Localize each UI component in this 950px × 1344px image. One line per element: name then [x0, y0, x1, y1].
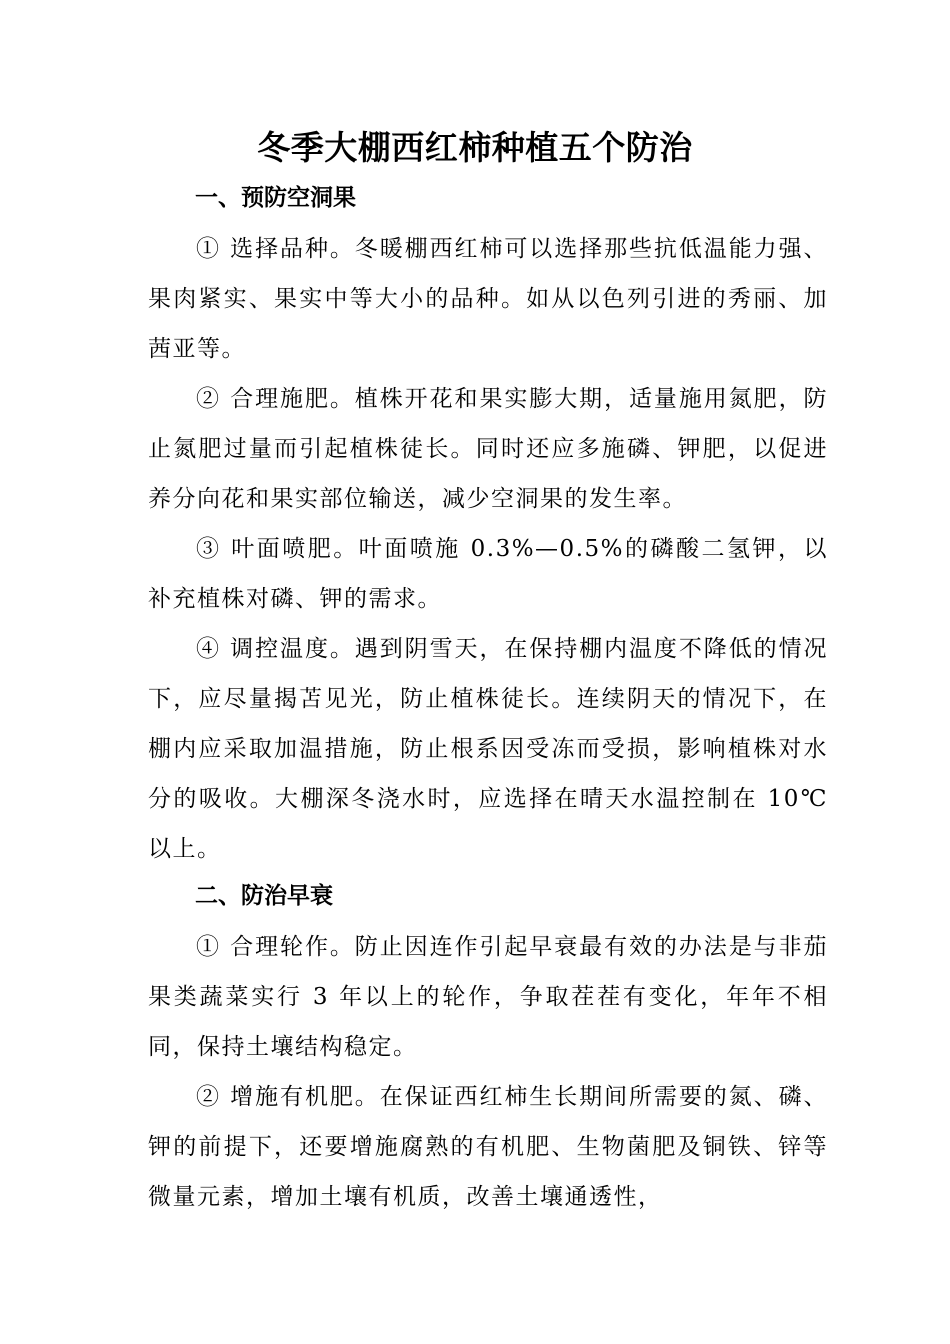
- paragraph-crop-rotation: ① 合理轮作。防止因连作引起早衰最有效的办法是与非茄果类蔬菜实行 3 年以上的轮作，争取茬茬有变化，年年不相同，保持土壤结构稳定。: [148, 934, 828, 1060]
- section-heading-prevent-early-decline: 二、防治早衰: [195, 883, 333, 909]
- paragraph-choose-variety: ① 选择品种。冬暖棚西红柿可以选择那些抗低温能力强、果肉紧实、果实中等大小的品种。如从以色列引进的秀丽、加茜亚等。: [148, 236, 828, 362]
- paragraph-foliar-fertilization: ③ 叶面喷肥。叶面喷施 0.3%—0.5%的磷酸二氢钾，以补充植株对磷、钾的需求。: [148, 536, 828, 612]
- paragraph-rational-fertilization: ② 合理施肥。植株开花和果实膨大期，适量施用氮肥，防止氮肥过量而引起植株徒长。同时还应多施磷、钾肥，以促进养分向花和果实部位输送，减少空洞果的发生率。: [148, 386, 828, 512]
- paragraph-temperature-control: ④ 调控温度。遇到阴雪天，在保持棚内温度不降低的情况下，应尽量揭苫见光，防止植株徒长。连续阴天的情况下，在棚内应采取加温措施，防止根系因受冻而受损，影响植株对水分的吸收。大棚深冬浇水时，应选择在晴天水温控制在 10℃以上。: [148, 636, 828, 862]
- paragraph-organic-fertilizer: ② 增施有机肥。在保证西红柿生长期间所需要的氮、磷、钾的前提下，还要增施腐熟的有机肥、生物菌肥及铜铁、锌等微量元素，增加土壤有机质，改善土壤通透性，: [148, 1084, 828, 1210]
- section-heading-prevent-hollow-fruit: 一、预防空洞果: [195, 185, 356, 211]
- document-title: 冬季大棚西红柿种植五个防治: [257, 128, 693, 167]
